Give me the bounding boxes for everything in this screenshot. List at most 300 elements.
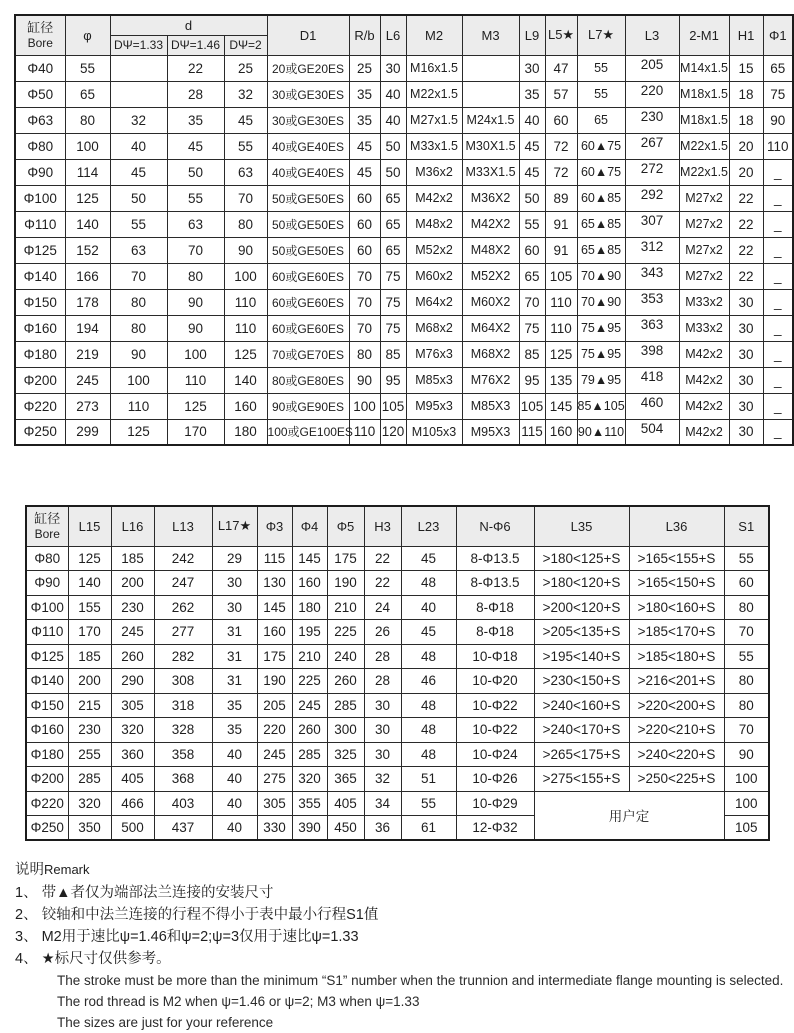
table-cell: 10-Φ22 bbox=[456, 718, 534, 743]
table-cell: 60 bbox=[349, 211, 380, 237]
table-cell: 145 bbox=[257, 595, 292, 620]
table-cell: 210 bbox=[292, 644, 327, 669]
table-cell: 368 bbox=[154, 767, 212, 792]
table-cell: M24x1.5 bbox=[462, 107, 519, 133]
table-cell: 225 bbox=[327, 620, 364, 645]
table-cell: 75 bbox=[380, 289, 406, 315]
table-cell: 65 bbox=[65, 81, 110, 107]
col-header-phi1: Φ1 bbox=[763, 15, 793, 55]
table-cell: 72 bbox=[545, 159, 577, 185]
table-cell: 48 bbox=[401, 571, 456, 596]
table-cell: 30 bbox=[380, 55, 406, 81]
remarks-section bbox=[15, 858, 784, 1033]
table-cell: 100 bbox=[110, 367, 167, 393]
table-cell: M42x2 bbox=[679, 341, 729, 367]
table-cell: 170 bbox=[68, 620, 111, 645]
table-cell: 135 bbox=[545, 367, 577, 393]
table-cell: 50 bbox=[519, 185, 545, 211]
table-cell: 48 bbox=[401, 644, 456, 669]
table-cell: 170 bbox=[167, 419, 224, 445]
table-cell: >230<150+S bbox=[534, 669, 629, 694]
table-cell: 40 bbox=[212, 791, 257, 816]
table-cell: Φ125 bbox=[15, 237, 65, 263]
table-cell: 267 bbox=[625, 133, 679, 159]
table-cell: 230 bbox=[68, 718, 111, 743]
table-cell: 466 bbox=[111, 791, 154, 816]
table-cell: 8-Φ18 bbox=[456, 620, 534, 645]
table-cell: 34 bbox=[364, 791, 401, 816]
table-cell: 70 bbox=[349, 315, 380, 341]
table-cell: 403 bbox=[154, 791, 212, 816]
table-cell: 60 bbox=[349, 237, 380, 263]
table-row bbox=[15, 393, 793, 419]
table-cell: 60 bbox=[545, 107, 577, 133]
table-cell: 55 bbox=[519, 211, 545, 237]
table-cell: 30或GE30ES bbox=[267, 107, 349, 133]
table-cell: M85X3 bbox=[462, 393, 519, 419]
table-cell: 195 bbox=[292, 620, 327, 645]
table-cell: 45 bbox=[401, 546, 456, 571]
table-cell: 10-Φ24 bbox=[456, 742, 534, 767]
table-cell: M27x2 bbox=[679, 263, 729, 289]
table-cell: 30 bbox=[212, 595, 257, 620]
table-cell: 110 bbox=[110, 393, 167, 419]
remarks-title-cn: 说明 bbox=[15, 862, 44, 878]
table-cell: 190 bbox=[327, 571, 364, 596]
table-cell: 10-Φ22 bbox=[456, 693, 534, 718]
table-cell: 125 bbox=[110, 419, 167, 445]
table-cell: >180<125+S bbox=[534, 546, 629, 571]
table-cell: 100或GE100ES bbox=[267, 419, 349, 445]
col-header-m2: M2 bbox=[406, 15, 462, 55]
table-cell: 35 bbox=[212, 718, 257, 743]
table-cell: M27x2 bbox=[679, 185, 729, 211]
table-cell: 20或GE20ES bbox=[267, 55, 349, 81]
table-cell: 60 bbox=[519, 237, 545, 263]
table-cell: 85 bbox=[380, 341, 406, 367]
table-cell: Φ100 bbox=[15, 185, 65, 211]
table-cell: 45 bbox=[349, 159, 380, 185]
col-header-d-psi133: DΨ=1.33 bbox=[110, 35, 167, 55]
table-cell: M18x1.5 bbox=[679, 81, 729, 107]
table-cell: 40 bbox=[401, 595, 456, 620]
table-cell: 110 bbox=[545, 315, 577, 341]
table-cell: 325 bbox=[327, 742, 364, 767]
table-cell: 45 bbox=[349, 133, 380, 159]
table-cell bbox=[462, 81, 519, 107]
table-cell: 40 bbox=[380, 81, 406, 107]
table-cell: 70 bbox=[224, 185, 267, 211]
table-cell: 299 bbox=[65, 419, 110, 445]
table-cell: 245 bbox=[292, 693, 327, 718]
table-cell: 100 bbox=[349, 393, 380, 419]
table-cell: 45 bbox=[224, 107, 267, 133]
table-cell: 75 bbox=[519, 315, 545, 341]
dimensions-table-2 bbox=[25, 505, 770, 841]
remark-item-4: 4、 ★标尺寸仅供参考。 bbox=[15, 951, 171, 967]
table-cell: _ bbox=[763, 159, 793, 185]
table-cell: _ bbox=[763, 263, 793, 289]
table-row bbox=[15, 237, 793, 263]
table-cell: 60 bbox=[724, 571, 769, 596]
table-cell: 450 bbox=[327, 816, 364, 841]
table-cell: 65 bbox=[763, 55, 793, 81]
table-cell: 285 bbox=[327, 693, 364, 718]
table-cell: M52X2 bbox=[462, 263, 519, 289]
table-cell: >216<201+S bbox=[629, 669, 724, 694]
table-cell: 51 bbox=[401, 767, 456, 792]
table-cell: >240<160+S bbox=[534, 693, 629, 718]
table-cell: 70 bbox=[349, 263, 380, 289]
table-cell: 40 bbox=[212, 742, 257, 767]
table-cell: 130 bbox=[257, 571, 292, 596]
table-cell: 90 bbox=[349, 367, 380, 393]
table-cell: Φ180 bbox=[26, 742, 68, 767]
table-cell: 220 bbox=[625, 81, 679, 107]
table-cell: 55 bbox=[167, 185, 224, 211]
table-cell: 28 bbox=[364, 644, 401, 669]
table-cell: 305 bbox=[111, 693, 154, 718]
table-cell: 40或GE40ES bbox=[267, 159, 349, 185]
table-cell: 35 bbox=[349, 81, 380, 107]
table-cell: M36x2 bbox=[406, 159, 462, 185]
table-cell: 65 bbox=[380, 211, 406, 237]
table-cell: M76X2 bbox=[462, 367, 519, 393]
col-header-l23: L23 bbox=[401, 506, 456, 546]
table-row bbox=[15, 367, 793, 393]
table-row bbox=[15, 107, 793, 133]
table-cell: 110 bbox=[224, 289, 267, 315]
table-cell: 110 bbox=[167, 367, 224, 393]
table-cell: 318 bbox=[154, 693, 212, 718]
table-cell: M33x2 bbox=[679, 289, 729, 315]
table-cell: >165<150+S bbox=[629, 571, 724, 596]
table-cell: 10-Φ26 bbox=[456, 767, 534, 792]
table-cell: 215 bbox=[68, 693, 111, 718]
table-cell: M27x1.5 bbox=[406, 107, 462, 133]
col-header-l5: L5★ bbox=[545, 15, 577, 55]
table-cell: 75▲95 bbox=[577, 315, 625, 341]
table-cell: 65 bbox=[519, 263, 545, 289]
table-cell: 205 bbox=[257, 693, 292, 718]
table-cell: 75 bbox=[380, 315, 406, 341]
table-cell: 343 bbox=[625, 263, 679, 289]
table-cell: 50 bbox=[167, 159, 224, 185]
col-header-2m1: 2-M1 bbox=[679, 15, 729, 55]
table-cell: 70 bbox=[724, 620, 769, 645]
col-header-d-psi146: DΨ=1.46 bbox=[167, 35, 224, 55]
table-cell: 305 bbox=[257, 791, 292, 816]
table-cell: 60或GE60ES bbox=[267, 263, 349, 289]
table-cell: 460 bbox=[625, 393, 679, 419]
table-cell: 48 bbox=[401, 718, 456, 743]
table-cell: 45 bbox=[167, 133, 224, 159]
table-cell: 140 bbox=[224, 367, 267, 393]
col-header-phi: φ bbox=[65, 15, 110, 55]
table-cell: >185<170+S bbox=[629, 620, 724, 645]
table-cell: M33X1.5 bbox=[462, 159, 519, 185]
table-row bbox=[15, 159, 793, 185]
table-cell: 330 bbox=[257, 816, 292, 841]
table-cell: >240<170+S bbox=[534, 718, 629, 743]
col-header-h1: H1 bbox=[729, 15, 763, 55]
table-cell: 230 bbox=[111, 595, 154, 620]
remarks-title bbox=[15, 858, 777, 882]
remark-note-en-1: The stroke must be more than the minimum “S1” number when the trunnion and intermediate flange mounting is selected. bbox=[57, 973, 784, 988]
table-cell: 35 bbox=[212, 693, 257, 718]
col-header-l9: L9 bbox=[519, 15, 545, 55]
table-cell: 219 bbox=[65, 341, 110, 367]
table-cell: 105 bbox=[519, 393, 545, 419]
table-cell: M14x1.5 bbox=[679, 55, 729, 81]
table-cell: 24 bbox=[364, 595, 401, 620]
table-cell: 160 bbox=[292, 571, 327, 596]
table-cell: Φ200 bbox=[15, 367, 65, 393]
table-cell: M68X2 bbox=[462, 341, 519, 367]
table-cell: >265<175+S bbox=[534, 742, 629, 767]
table-cell: M16x1.5 bbox=[406, 55, 462, 81]
table-cell: Φ110 bbox=[15, 211, 65, 237]
table-cell: 50 bbox=[380, 159, 406, 185]
table-cell: 40 bbox=[380, 107, 406, 133]
table-cell: 40 bbox=[519, 107, 545, 133]
bore-label-en: Bore bbox=[34, 526, 60, 541]
table-cell: 110 bbox=[763, 133, 793, 159]
table-cell: 55 bbox=[110, 211, 167, 237]
table-cell: 90 bbox=[763, 107, 793, 133]
table-row bbox=[26, 742, 769, 767]
table-cell: M33x2 bbox=[679, 315, 729, 341]
table-cell: 30或GE30ES bbox=[267, 81, 349, 107]
table-cell: 307 bbox=[625, 211, 679, 237]
table-cell: 15 bbox=[729, 55, 763, 81]
table-cell: 70▲90 bbox=[577, 289, 625, 315]
table-cell: 30 bbox=[364, 742, 401, 767]
table-cell: 80 bbox=[724, 595, 769, 620]
table-cell: 80 bbox=[724, 669, 769, 694]
table-cell: 65 bbox=[380, 185, 406, 211]
table-row bbox=[26, 693, 769, 718]
table-row bbox=[15, 185, 793, 211]
table-cell: 32 bbox=[224, 81, 267, 107]
table-cell: 57 bbox=[545, 81, 577, 107]
table-cell: 50 bbox=[380, 133, 406, 159]
table-cell: 200 bbox=[68, 669, 111, 694]
table-cell: >240<220+S bbox=[629, 742, 724, 767]
table-cell: 100 bbox=[724, 791, 769, 816]
table-cell: _ bbox=[763, 419, 793, 445]
table-cell: 50或GE50ES bbox=[267, 237, 349, 263]
table-cell: M85x3 bbox=[406, 367, 462, 393]
table-cell: 32 bbox=[110, 107, 167, 133]
table-cell: 22 bbox=[364, 546, 401, 571]
table-cell: M22x1.5 bbox=[406, 81, 462, 107]
table-cell: 8-Φ18 bbox=[456, 595, 534, 620]
table-cell: M105x3 bbox=[406, 419, 462, 445]
table-cell: 80 bbox=[110, 315, 167, 341]
table-cell: 110 bbox=[349, 419, 380, 445]
table-cell: 40 bbox=[212, 767, 257, 792]
table-cell: Φ150 bbox=[26, 693, 68, 718]
table-cell: 30 bbox=[364, 718, 401, 743]
table-cell: 100 bbox=[167, 341, 224, 367]
table-cell: 230 bbox=[625, 107, 679, 133]
table-cell: 45 bbox=[401, 620, 456, 645]
table-cell: Φ80 bbox=[15, 133, 65, 159]
table-cell: 245 bbox=[111, 620, 154, 645]
table-cell: 75 bbox=[763, 81, 793, 107]
table-row bbox=[15, 263, 793, 289]
table-cell: 30 bbox=[729, 289, 763, 315]
table-cell: 120 bbox=[380, 419, 406, 445]
table-cell: 300 bbox=[327, 718, 364, 743]
table-cell: M64X2 bbox=[462, 315, 519, 341]
table-cell: 70 bbox=[724, 718, 769, 743]
table-cell: 363 bbox=[625, 315, 679, 341]
table-cell: 40 bbox=[110, 133, 167, 159]
table-cell: 65▲85 bbox=[577, 237, 625, 263]
table-cell: 80或GE80ES bbox=[267, 367, 349, 393]
table-cell: 72 bbox=[545, 133, 577, 159]
table-cell: 55 bbox=[577, 81, 625, 107]
table-cell: 500 bbox=[111, 816, 154, 841]
table-cell: Φ150 bbox=[15, 289, 65, 315]
table-cell: Φ250 bbox=[26, 816, 68, 841]
table-cell: 360 bbox=[111, 742, 154, 767]
table-cell: 40或GE40ES bbox=[267, 133, 349, 159]
table-cell: >185<180+S bbox=[629, 644, 724, 669]
table-cell: 180 bbox=[224, 419, 267, 445]
table-cell: 145 bbox=[292, 546, 327, 571]
table-cell: 36 bbox=[364, 816, 401, 841]
table-cell: 31 bbox=[212, 620, 257, 645]
table-cell: 190 bbox=[257, 669, 292, 694]
table-cell: M33x1.5 bbox=[406, 133, 462, 159]
table-cell: 105 bbox=[545, 263, 577, 289]
table-cell: 205 bbox=[625, 55, 679, 81]
col-header-nphi6: N-Φ6 bbox=[456, 506, 534, 546]
col-header-l16: L16 bbox=[111, 506, 154, 546]
table-cell: 10-Φ18 bbox=[456, 644, 534, 669]
table-cell: 100 bbox=[724, 767, 769, 792]
table-cell: _ bbox=[763, 185, 793, 211]
table-cell: 用户定 bbox=[534, 791, 724, 840]
table-cell bbox=[110, 81, 167, 107]
table-cell: 70▲90 bbox=[577, 263, 625, 289]
table-cell: 80 bbox=[224, 211, 267, 237]
table-cell: 70 bbox=[349, 289, 380, 315]
table-cell: >250<225+S bbox=[629, 767, 724, 792]
remark-item-1: 1、 带▲者仅为端部法兰连接的安装尺寸 bbox=[15, 885, 274, 901]
table-cell: 60▲75 bbox=[577, 133, 625, 159]
table-cell: 18 bbox=[729, 107, 763, 133]
table-cell: 8-Φ13.5 bbox=[456, 546, 534, 571]
table-row bbox=[15, 55, 793, 81]
table-row bbox=[26, 644, 769, 669]
table-cell: >180<160+S bbox=[629, 595, 724, 620]
table-cell: 25 bbox=[349, 55, 380, 81]
table-cell: >220<200+S bbox=[629, 693, 724, 718]
table-row bbox=[26, 669, 769, 694]
table-cell: 140 bbox=[68, 571, 111, 596]
table-cell: _ bbox=[763, 393, 793, 419]
table-cell: 80 bbox=[724, 693, 769, 718]
table-cell: 30 bbox=[729, 367, 763, 393]
table-cell: M60X2 bbox=[462, 289, 519, 315]
table-cell: 70 bbox=[110, 263, 167, 289]
table-cell: 90 bbox=[224, 237, 267, 263]
table-cell: 31 bbox=[212, 644, 257, 669]
col-header-l36: L36 bbox=[629, 506, 724, 546]
table-row bbox=[26, 718, 769, 743]
table-cell: M18x1.5 bbox=[679, 107, 729, 133]
table-cell: 60 bbox=[349, 185, 380, 211]
table-cell: 70 bbox=[519, 289, 545, 315]
table-cell: Φ63 bbox=[15, 107, 65, 133]
table-cell: 22 bbox=[729, 211, 763, 237]
table-cell: 200 bbox=[111, 571, 154, 596]
col-header-phi4: Φ4 bbox=[292, 506, 327, 546]
table-cell: 90或GE90ES bbox=[267, 393, 349, 419]
table-cell: 125 bbox=[167, 393, 224, 419]
table-cell: 90▲110 bbox=[577, 419, 625, 445]
col-header-l17: L17★ bbox=[212, 506, 257, 546]
table-cell: 398 bbox=[625, 341, 679, 367]
table-cell: 115 bbox=[519, 419, 545, 445]
table-cell: 26 bbox=[364, 620, 401, 645]
table-cell: M27x2 bbox=[679, 211, 729, 237]
table-cell: 80 bbox=[349, 341, 380, 367]
table-cell: 95 bbox=[519, 367, 545, 393]
table-cell: 405 bbox=[327, 791, 364, 816]
table-cell: 32 bbox=[364, 767, 401, 792]
table-cell: 166 bbox=[65, 263, 110, 289]
table-cell: 240 bbox=[327, 644, 364, 669]
table-cell: 353 bbox=[625, 289, 679, 315]
table-cell: Φ180 bbox=[15, 341, 65, 367]
table-cell: 89 bbox=[545, 185, 577, 211]
table-cell: 125 bbox=[68, 546, 111, 571]
table-row bbox=[26, 767, 769, 792]
table-cell: >220<210+S bbox=[629, 718, 724, 743]
table-cell: 308 bbox=[154, 669, 212, 694]
table-cell: _ bbox=[763, 367, 793, 393]
table-cell: 20 bbox=[729, 159, 763, 185]
table-cell: 160 bbox=[224, 393, 267, 419]
table-cell: 65▲85 bbox=[577, 211, 625, 237]
table-row bbox=[15, 133, 793, 159]
table-cell: 105 bbox=[380, 393, 406, 419]
table-cell: 29 bbox=[212, 546, 257, 571]
table-cell: 85▲105 bbox=[577, 393, 625, 419]
table-cell: 110 bbox=[545, 289, 577, 315]
table-cell: Φ160 bbox=[15, 315, 65, 341]
table-cell: 255 bbox=[68, 742, 111, 767]
table-cell: 125 bbox=[545, 341, 577, 367]
remarks-title-en: Remark bbox=[44, 862, 90, 877]
table-cell: 85 bbox=[519, 341, 545, 367]
table-cell: 63 bbox=[167, 211, 224, 237]
table-cell: M60x2 bbox=[406, 263, 462, 289]
table-cell: 140 bbox=[65, 211, 110, 237]
table-cell: 100 bbox=[224, 263, 267, 289]
col-header-bore bbox=[15, 15, 65, 55]
table-cell: M42x2 bbox=[406, 185, 462, 211]
table-cell: 12-Φ32 bbox=[456, 816, 534, 841]
table-cell: M95X3 bbox=[462, 419, 519, 445]
table-cell: 55 bbox=[401, 791, 456, 816]
table-cell: 40 bbox=[212, 816, 257, 841]
